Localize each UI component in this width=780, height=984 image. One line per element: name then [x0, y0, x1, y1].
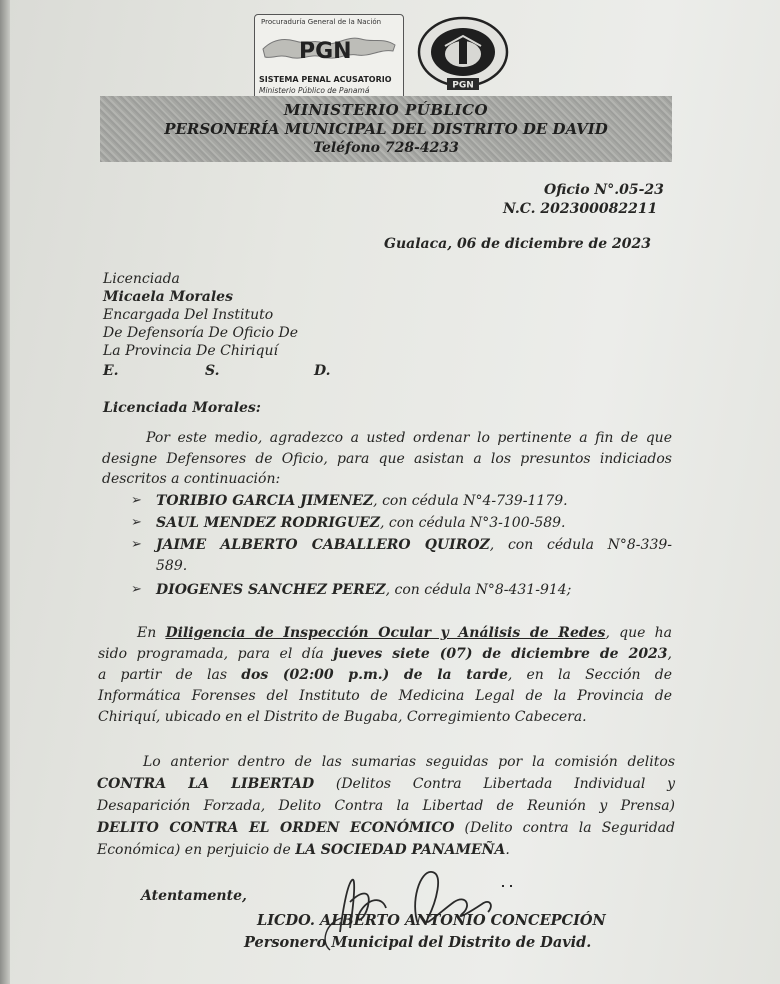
- para2-line-3: a partir de las dos (02:00 p.m.) de la tarde, en la Sección de: [98, 667, 673, 683]
- para2-line-5: Chiriquí, ubicado en el Distrito de Bugaba, Corregimiento Cabecera.: [98, 709, 587, 725]
- victim: LA SOCIEDAD PANAMEÑA: [295, 842, 506, 858]
- esd-e: E.: [103, 363, 119, 379]
- para3-line-2: CONTRA LA LIBERTAD (Delitos Contra Libertada Individual y: [97, 776, 675, 792]
- signer-position: Personero Municipal del Distrito de David.: [244, 934, 592, 951]
- addressee-line3: La Provincia De Chiriquí: [103, 343, 278, 359]
- diligence-date: jueves siete (07) de diciembre de 2023: [333, 646, 668, 662]
- intro-line-3: descritos a continuación:: [102, 471, 281, 487]
- accused-id: , con cédula N°8-431-914;: [385, 582, 572, 598]
- bullet-arrow-icon: ➢: [131, 515, 142, 530]
- office-title: PERSONERÍA MUNICIPAL DEL DISTRITO DE DAVID: [164, 120, 608, 138]
- list-item: [156, 581, 571, 599]
- addressee-line1: Encargada Del Instituto: [103, 307, 274, 323]
- signer-name: LICDO. ALBERTO ANTONIO CONCEPCIÓN: [257, 912, 606, 929]
- para2-line-1: En Diligencia de Inspección Ocular y Análisis de Redes, que ha: [137, 625, 673, 641]
- para3-line-4: DELITO CONTRA EL ORDEN ECONÓMICO (Delito contra la Seguridad: [97, 820, 675, 836]
- esd-d: D.: [314, 363, 331, 379]
- crime-orden-economico: DELITO CONTRA EL ORDEN ECONÓMICO: [97, 820, 455, 836]
- addressee-title: Licenciada: [103, 271, 180, 287]
- list-item: [156, 514, 566, 532]
- list-item: [156, 492, 568, 510]
- accused-name: JAIME ALBERTO CABALLERO QUIROZ: [156, 537, 490, 553]
- ministerio-publico-seal-icon: [415, 16, 511, 98]
- pgn-logo: [254, 14, 404, 100]
- bullet-arrow-icon: ➢: [131, 493, 142, 508]
- bullet-arrow-icon: ➢: [131, 537, 142, 552]
- para3-line-1: Lo anterior dentro de las sumarias seguidas por la comisión delitos: [143, 754, 675, 770]
- pgn-logo-line1: SISTEMA PENAL ACUSATORIO: [259, 75, 392, 84]
- para3-line-3: Desaparición Forzada, Delito Contra la Libertad de Reunión y Prensa): [97, 798, 675, 814]
- salutation: Licenciada Morales:: [103, 400, 261, 416]
- farewell: Atentamente,: [141, 888, 247, 904]
- bullet-arrow-icon: ➢: [131, 582, 142, 597]
- accused-id: , con cédula N°4-739-1179.: [373, 493, 568, 509]
- accused-id-continuation: 589.: [156, 558, 188, 574]
- crime-libertad: CONTRA LA LIBERTAD: [97, 776, 315, 792]
- pgn-logo-top-text: Procuraduría General de la Nación: [261, 18, 382, 26]
- case-number: N.C. 202300082211: [503, 201, 658, 217]
- pgn-logo-text: PGN: [299, 39, 352, 64]
- ministry-title: MINISTERIO PÚBLICO: [283, 101, 489, 119]
- addressee-name: Micaela Morales: [103, 289, 233, 305]
- accused-name: DIOGENES SANCHEZ PEREZ: [156, 582, 386, 598]
- intro-line-1: Por este medio, agradezco a usted ordenar lo pertinente a fin de que: [146, 430, 672, 446]
- accused-name: TORIBIO GARCIA JIMENEZ: [156, 493, 374, 509]
- page-shadow-edge: [0, 0, 10, 984]
- para2-line-4: Informática Forenses del Instituto de Medicina Legal de la Provincia de: [98, 688, 672, 704]
- seal-text: PGN: [452, 80, 474, 91]
- para3-line-5: Económica) en perjuicio de LA SOCIEDAD PANAMEÑA.: [97, 842, 510, 858]
- header-band: [100, 96, 672, 162]
- diligence-time: dos (02:00 p.m.) de la tarde: [241, 667, 508, 683]
- accused-id: , con cédula N°8-339-: [489, 537, 672, 553]
- list-item: [156, 536, 672, 554]
- addressee-line2: De Defensoría De Oficio De: [103, 325, 299, 341]
- esd-s: S.: [205, 363, 220, 379]
- oficio-number: Oficio N°.05-23: [544, 182, 664, 198]
- accused-id: , con cédula N°3-100-589.: [379, 515, 566, 531]
- place-date: Gualaca, 06 de diciembre de 2023: [384, 236, 652, 252]
- office-phone: Teléfono 728-4233: [313, 140, 459, 156]
- intro-line-2: designe Defensores de Oficio, para que asistan a los presuntos indiciados: [102, 451, 672, 467]
- para2-line-2: sido programada, para el día jueves siete (07) de diciembre de 2023,: [98, 646, 672, 662]
- diligence-title: Diligencia de Inspección Ocular y Análisis de Redes: [165, 625, 606, 641]
- accused-name: SAUL MENDEZ RODRIGUEZ: [156, 515, 380, 531]
- pgn-logo-line2: Ministerio Público de Panamá: [259, 86, 370, 95]
